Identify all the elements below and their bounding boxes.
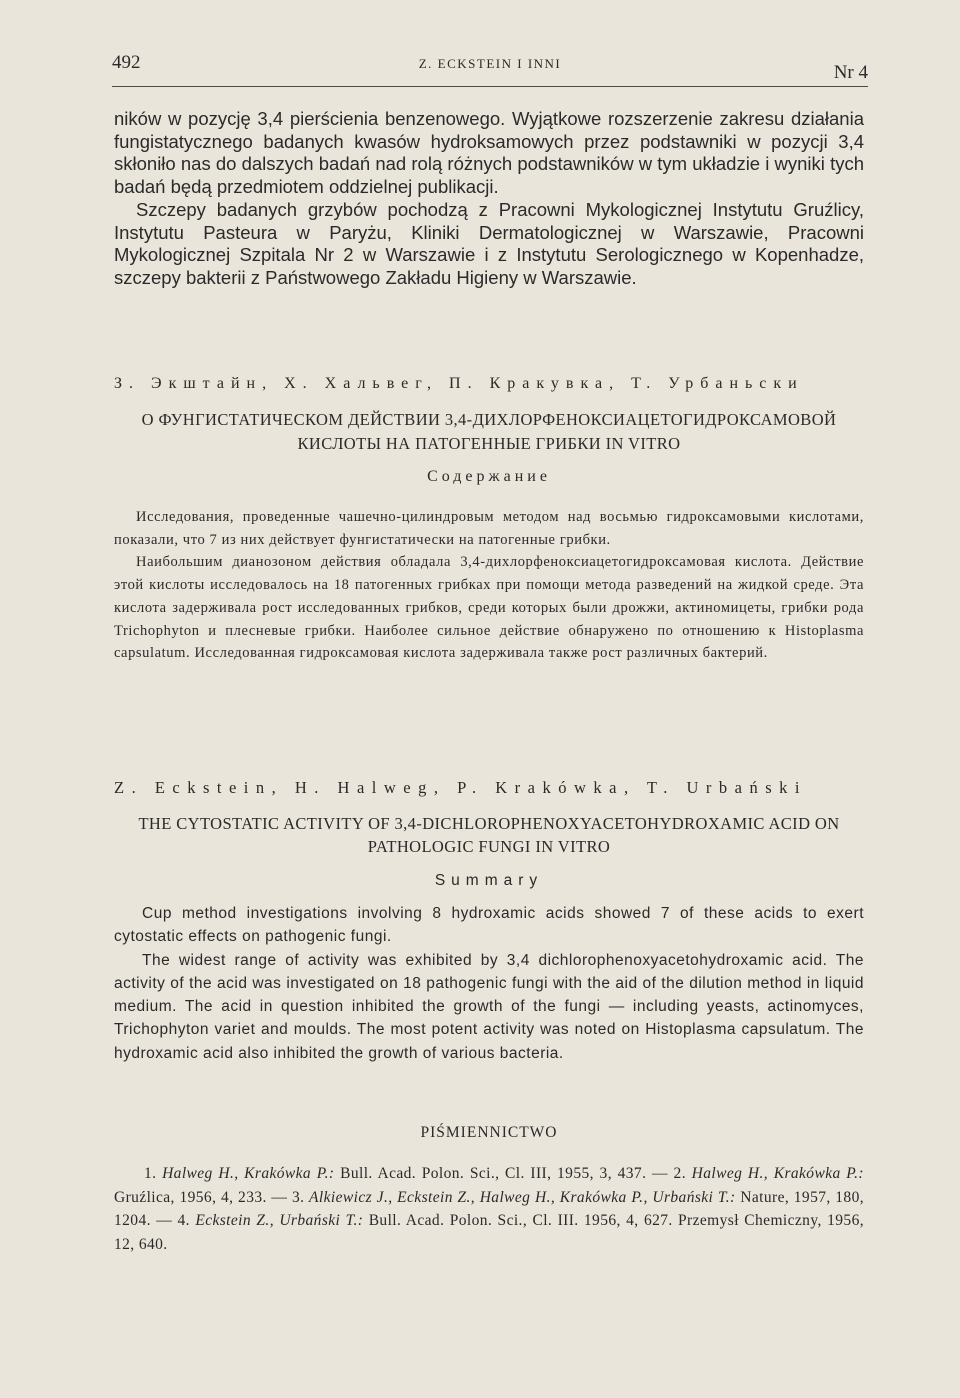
reference-authors: Eckstein Z., Urbański T.: (195, 1212, 364, 1229)
reference-authors: Halweg H., Krakówka P.: (691, 1165, 864, 1182)
english-summary (114, 902, 864, 1065)
reference-authors: Alkiewicz J., Eckstein Z., Halweg H., Krakówka P., Urbański T.: (309, 1188, 736, 1206)
polish-paragraph: ników w pozycję 3,4 pierścienia benzenowego. Wyjątkowe rozszerzenie zakresu działania fungistatycznego badanych kwasów hydroksamowych przez podstawniki w pozycji 3,4 skłoniło nas do dalszych badań nad rolą różnych podstawników w tym układzie i wyniki tych badań będą przedmiotem oddzielnej publikacji. (114, 108, 864, 198)
reference-source: Bull. Acad. Polon. Sci., Cl. III, 1955, 3, 437. — 2. (340, 1165, 686, 1182)
reference-entries (114, 1162, 864, 1256)
reference-number: 1. (144, 1165, 157, 1182)
russian-authors: З. Экштайн, Х. Хальвег, П. Кракувка, Т. Урбаньски (114, 375, 804, 392)
russian-title: О ФУНГИСТАТИЧЕСКОМ ДЕЙСТВИИ 3,4-ДИХЛОРФЕНОКСИАЦЕТОГИДРОКСАМОВОЙ КИСЛОТЫ НА ПАТОГЕННЫЕ ГРИБКИ IN VITRO (141, 410, 837, 453)
reference-source: Bull. Acad. Polon. Sci., Cl. III. 1956, 4, 627. Przemysł Chemiczny, 1956, 12, 640. (114, 1212, 864, 1253)
russian-summary-heading: Содержание (427, 468, 551, 485)
page-header (112, 52, 868, 87)
polish-paragraph: Szczepy badanych grzybów pochodzą z Pracowni Mykologicznej Instytutu Gruźlicy, Instytutu Pasteura w Paryżu, Kliniki Dermatologicznej w Warszawie, Pracowni Mykologicznej Szpitala Nr 2 w Warszawie i z Instytutu Serologicznego w Kopenhadze, szczepy bakterii z Państwowego Zakładu Higieny w Warszawie. (114, 198, 864, 288)
russian-paragraph: Исследования, проведенные чашечно-цилиндровым методом над восьмью гидроксамовыми кислотами, показали, что 7 из них действует фунгистатически на патогенные грибки. (114, 509, 864, 548)
page-number: 492 (112, 52, 141, 73)
english-paragraph: Cup method investigations involving 8 hydroxamic acids showed 7 of these acids to exert cytostatic effects on pathogenic fungi. (114, 905, 864, 946)
russian-summary (114, 506, 864, 665)
english-title: THE CYTOSTATIC ACTIVITY OF 3,4-DICHLOROPHENOXYACETOHYDROXAMIC ACID ON PATHOLOGIC FUNGI IN VITRO (138, 814, 840, 856)
english-paragraph: The widest range of activity was exhibited by 3,4 dichlorophenoxyacetohydroxamic acid. The activity of the acid was investigated on 18 pathogenic fungi with the aid of the dilution method in liquid medium. The acid in question inhibited the growth of the fungi — including yeasts, actinomyces, Trichophyton variet and moulds. The most potent activity was noted on Histoplasma capsulatum. The hydroxamic acid also inhibited the growth of various bacteria. (114, 951, 864, 1062)
reference-authors: Halweg H., Krakówka P.: (162, 1165, 335, 1182)
english-authors: Z. Eckstein, H. Halweg, P. Krakówka, T. Urbański (114, 778, 807, 797)
running-head: Z. ECKSTEIN I INNI (418, 56, 562, 71)
references-list (114, 1162, 864, 1256)
issue-number: Nr 4 (833, 62, 868, 83)
reference-source: Nature, 1957, 180, 1204. — 4. (114, 1188, 865, 1229)
reference-source: Gruźlica, 1956, 4, 233. — 3. (114, 1188, 305, 1206)
english-summary-heading: Summary (434, 872, 544, 889)
references-heading: PIŚMIENNICTWO (420, 1124, 558, 1141)
polish-text (114, 108, 864, 290)
russian-paragraph: Наибольшим дианозоном действия обладала 3,4-дихлорфеноксиацетогидроксамовая кислота. Действие этой кислоты исследовалось на 18 патогенных грибках при помощи метода разведений на жидкой среде. Эта кислота задерживала рост исследованных грибков, среди которых были дрожжи, актиномицеты, грибки рода Trichophyton и плесневые грибки. Наиболее сильное действие обнаружено по отношению к Histoplasma capsulatum. Исследованная гидроксамовая кислота задерживала также рост различных бактерий. (114, 554, 864, 662)
